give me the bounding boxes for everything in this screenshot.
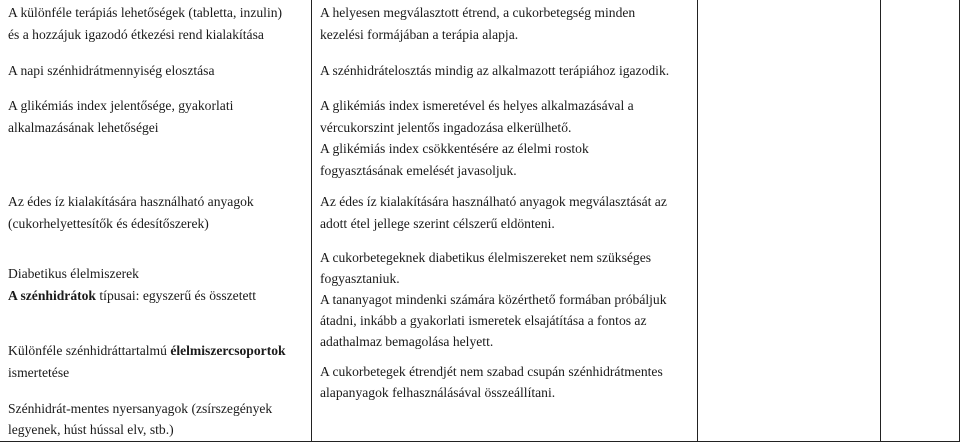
- topic-carb-free-line2: legyenek, húst hússal elv, stb.): [8, 422, 174, 437]
- note-diabetic-foods-line2: fogyasztaniuk.: [320, 271, 400, 286]
- note-glycemic-line2: vércukorszint jelentős ingadozása elkerülhető.: [320, 120, 572, 135]
- column-divider: [311, 0, 312, 442]
- note-diet-line2: kezelési formájában a terápia alapja.: [320, 27, 519, 42]
- topic-food-groups-line2: ismertetése: [8, 365, 70, 380]
- note-teaching-line3: adathalmaz bemagolása helyett.: [320, 334, 494, 349]
- topic-glycemic-index-line1: A glikémiás index jelentősége, gyakorlati: [8, 98, 234, 113]
- topic-carb-free-line1: Szénhidrát-mentes nyersanyagok (zsírszegények: [8, 401, 273, 416]
- topic-carb-distribution: A napi szénhidrátmennyiség elosztása: [8, 63, 215, 78]
- topic-therapy-line2: és a hozzájuk igazodó étkezési rend kialakítása: [8, 27, 264, 42]
- note-diet-line1: A helyesen megválasztott étrend, a cukorbetegség minden: [320, 5, 636, 20]
- note-sweeteners-line1: Az édes íz kialakítására használható anyagok megválasztását az: [320, 194, 667, 209]
- topic-carb-types: [8, 285, 256, 308]
- topic-therapy-line1: A különféle terápiás lehetőségek (tabletta, inzulin): [8, 5, 283, 20]
- carb-types-bold: A szénhidrátok: [8, 288, 96, 303]
- note-carb-free-line2: alapanyagok felhasználásával összeállítani.: [320, 385, 556, 400]
- food-groups-bold: élelmiszercsoportok: [170, 343, 286, 358]
- topic-food-groups-line1: [8, 340, 286, 363]
- topic-diabetic-foods: Diabetikus élelmiszerek: [8, 266, 139, 281]
- note-teaching-line2: átadni, inkább a gyakorlati ismeretek elsajátítása a fontos az: [320, 313, 647, 328]
- note-glycemic-line1: A glikémiás index ismeretével és helyes alkalmazásával a: [320, 98, 634, 113]
- carb-types-rest: típusai: egyszerű és összetett: [96, 288, 257, 303]
- column-divider: [880, 0, 881, 442]
- note-glycemic-line3: A glikémiás index csökkentésére az élelmi rostok: [320, 141, 589, 156]
- note-teaching-line1: A tananyagot mindenki számára közérthető formában próbáljuk: [320, 292, 667, 307]
- column-divider: [697, 0, 698, 442]
- food-groups-prefix: Különféle szénhidráttartalmú: [8, 343, 171, 358]
- note-glycemic-line4: fogyasztásának emelését javasoljuk.: [320, 163, 517, 178]
- topic-glycemic-index-line2: alkalmazásának lehetőségei: [8, 120, 159, 135]
- note-sweeteners-line2: adott étel jellege szerint célszerű eldönteni.: [320, 216, 555, 231]
- note-diabetic-foods-line1: A cukorbetegeknek diabetikus élelmiszereket nem szükséges: [320, 250, 652, 265]
- note-carb-free-line1: A cukorbetegek étrendjét nem szabad csupán szénhidrátmentes: [320, 364, 663, 379]
- note-carb-distribution: A szénhidrátelosztás mindig az alkalmazott terápiához igazodik.: [320, 63, 670, 78]
- topic-sweeteners-line2: (cukorhelyettesítők és édesítőszerek): [8, 216, 209, 231]
- topic-sweeteners-line1: Az édes íz kialakítására használható anyagok: [8, 194, 254, 209]
